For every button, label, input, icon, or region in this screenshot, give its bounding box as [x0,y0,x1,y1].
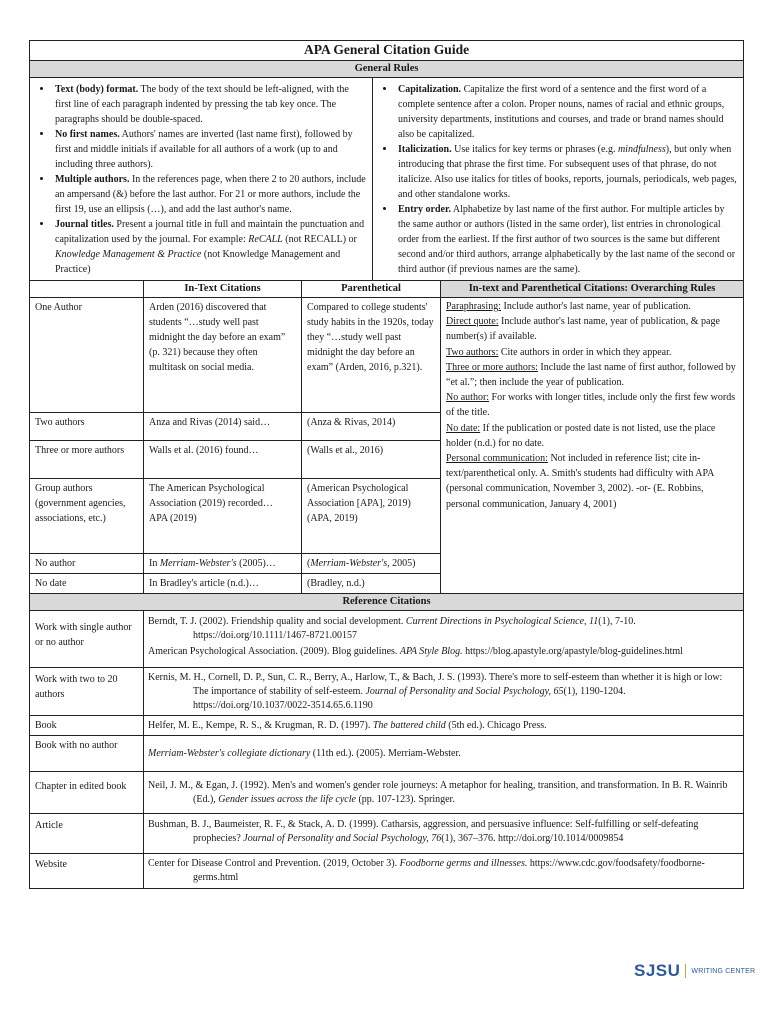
col-header-parenthetical: Parenthetical [302,281,441,298]
general-rules-left [30,78,373,281]
intext-group-authors: The American Psychological Association (2019) recorded… APA (2019) [144,479,302,554]
ref-label-book: Book [30,716,144,736]
row-label-three-or-more: Three or more authors [30,441,144,479]
general-rules-header: General Rules [30,61,744,78]
intext-no-author: In Merriam-Webster's (2005)… [144,554,302,574]
logo-sjsu: SJSU [634,961,681,980]
col-header-overarching-rules: In-text and Parenthetical Citations: Overarching Rules [441,281,744,298]
row-label-one-author: One Author [30,298,144,413]
general-rules-right [373,78,744,281]
rule-personal-communication: Personal communication: Not included in reference list; cite in-text/parenthetical only. A. Smith's students had difficulty with APA (personal communication, November 3, 2002). -or- (E. Robbins, personal communication, January 4, 2001) [446,453,714,510]
ref-label-single-author: Work with single author or no author [30,611,144,668]
paren-no-date: (Bradley, n.d.) [302,574,441,594]
ref-label-two-to-20: Work with two to 20 authors [30,668,144,716]
intext-one-author: Arden (2016) discovered that students “…study well past midnight the day before an exam” (p. 321) because they often multitask on social media. [144,298,302,413]
overarching-rules [441,298,744,594]
citation-guide [29,40,743,889]
ref-website [144,854,744,889]
ref-book [144,716,744,736]
ref-entry-helfer: Helfer, M. E., Kempe, R. S., & Krugman, R. D. (1997). The battered child (5th ed.). Chicago Press. [148,720,547,731]
paren-no-author: (Merriam-Webster's, 2005) [302,554,441,574]
ref-label-website: Website [30,854,144,889]
ref-entry-neil: Neil, J. M., & Egan, J. (1992). Men's and women's gender role journeys: A metaphor for healing, transition, and transformation. In B. R. Wainrib (Ed.), Gender issues across the life cycle (pp. 107-123). Springer. [148,780,728,805]
intext-three-or-more: Walls et al. (2016) found… [144,441,302,479]
col-header-intext: In-Text Citations [144,281,302,298]
rule-direct-quote: Direct quote: Include author's last name, year of publication, & page number(s) if available. [446,316,720,343]
ref-article [144,814,744,854]
page-title: APA General Citation Guide [30,41,744,61]
ref-entry-bushman: Bushman, B. J., Baumeister, R. F., & Stack, A. D. (1999). Catharsis, aggression, and persuasive influence: Self-fulfilling or self-defeating prophecies? Journal of Personality and Social Psychology, 76(1), 367–376. http://doi.org/10.1014/0009854 [148,819,699,844]
logo-divider [685,964,686,978]
ref-book-no-author [144,736,744,772]
ref-entry-berndt: Berndt, T. J. (2002). Friendship quality and social development. Current Directions in Psychological Science, 11(1), 7-10. https://doi.org/10.1111/1467-8721.00157 [148,616,636,641]
ref-entry-merriam-webster: Merriam-Webster's collegiate dictionary (11th ed.). (2005). Merriam-Webster. [148,748,461,759]
paren-one-author: Compared to college students' study habits in the 1920s, today they “…study well past midnight the day before an exam” (Arden, 2016, p.321). [302,298,441,413]
rule-no-date: No date: If the publication or posted date is not listed, use the place holder (n.d.) for no date. [446,422,716,449]
row-label-no-date: No date [30,574,144,594]
ref-entry-apa-blog: American Psychological Association. (2009). Blog guidelines. APA Style Blog. https://blog.apastyle.org/apastyle/blog-guidelines.html [148,646,683,657]
rule-text-format: • Text (body) format. The body of the text should be left-aligned, with the first line of each paragraph indented by pressing the tab key once. The paragraphs should be double-spaced. [53,82,366,127]
paren-two-authors: (Anza & Rivas, 2014) [302,413,441,441]
corner-cell [30,281,144,298]
guide-table [29,40,744,889]
paren-group-authors: (American Psychological Association [APA], 2019) (APA, 2019) [302,479,441,554]
ref-entry-kernis: Kernis, M. H., Cornell, D. P., Sun, C. R., Berry, A., Harlow, T., & Bach, J. S. (1993). There's more to self-esteem than whether it is high or low: The importance of stability of self-esteem. Journal of Personality and Social Psychology, 65(1), 1190-1204. https://doi.org/10.1037/0022-3514.65.6.1190 [148,672,723,711]
rule-no-author: No author: For works with longer titles, include only the first few words of the title. [446,392,736,419]
row-label-group-authors: Group authors (government agencies, associations, etc.) [30,479,144,554]
ref-label-article: Article [30,814,144,854]
ref-chapter [144,772,744,814]
row-label-two-authors: Two authors [30,413,144,441]
rule-paraphrasing: Paraphrasing: Include author's last name, year of publication. [446,301,691,312]
paren-three-or-more: (Walls et al., 2016) [302,441,441,479]
rule-journal-titles: • Journal titles. Present a journal title in full and maintain the punctuation and capitalization used by the journal. For example: ReCALL (not RECALL) or Knowledge Management & Practice (not Knowledge Management and Practice) [53,217,366,277]
rule-multiple-authors: • Multiple authors. In the references page, when there 2 to 20 authors, include an ampersand (&) before the last author. For 21 or more authors, include the first 19, use an ellipsis (…), and add the last author's name. [53,172,366,217]
intext-no-date: In Bradley's article (n.d.)… [144,574,302,594]
logo-subtitle: WRITING CENTER [691,967,756,975]
rule-three-or-more: Three or more authors: Include the last name of first author, followed by “et al.”; then include the year of publication. [446,361,736,389]
ref-label-chapter: Chapter in edited book [30,772,144,814]
ref-label-book-no-author: Book with no author [30,736,144,772]
ref-entry-cdc: Center for Disease Control and Prevention. (2019, October 3). Foodborne germs and illnesses. https://www.cdc.gov/foodsafety/foodborne-germs.html [148,858,705,883]
rule-capitalization: • Capitalization. Capitalize the first word of a sentence and the first word of a complete sentence after a colon. Proper nouns, names of racial and ethnic groups, university departments, institutions and courses, and trade or brand names should also be capitalized. [396,82,737,142]
reference-citations-header: Reference Citations [30,594,744,611]
rule-no-first-names: • No first names. Authors' names are inverted (last name first), followed by first and middle initials if available for all authors of a work (up to and including three authors). [53,127,366,172]
sjsu-writing-center-logo [634,962,755,980]
row-label-no-author: No author [30,554,144,574]
rule-two-authors: Two authors: Cite authors in order in which they appear. [446,346,672,358]
intext-two-authors: Anza and Rivas (2014) said… [144,413,302,441]
rule-italicization: • Italicization. Use italics for key terms or phrases (e.g. mindfulness), but only when introducing that phrase the first time. For subsequent uses of that phrase, do not italicize. Also use italics for titles of books, reports, journals, periodicals, web pages, and other standalone works. [396,142,737,202]
rule-entry-order: • Entry order. Alphabetize by last name of the first author. For multiple articles by the same author or authors (listed in the same order), list entries in chronological order from the earliest. If the first author of two sources is the same but different second and/or third authors, arrange alphabetically by the last name of the second or third author (if previous names are the same). [396,202,737,277]
ref-single-author [144,611,744,668]
ref-two-to-20 [144,668,744,716]
